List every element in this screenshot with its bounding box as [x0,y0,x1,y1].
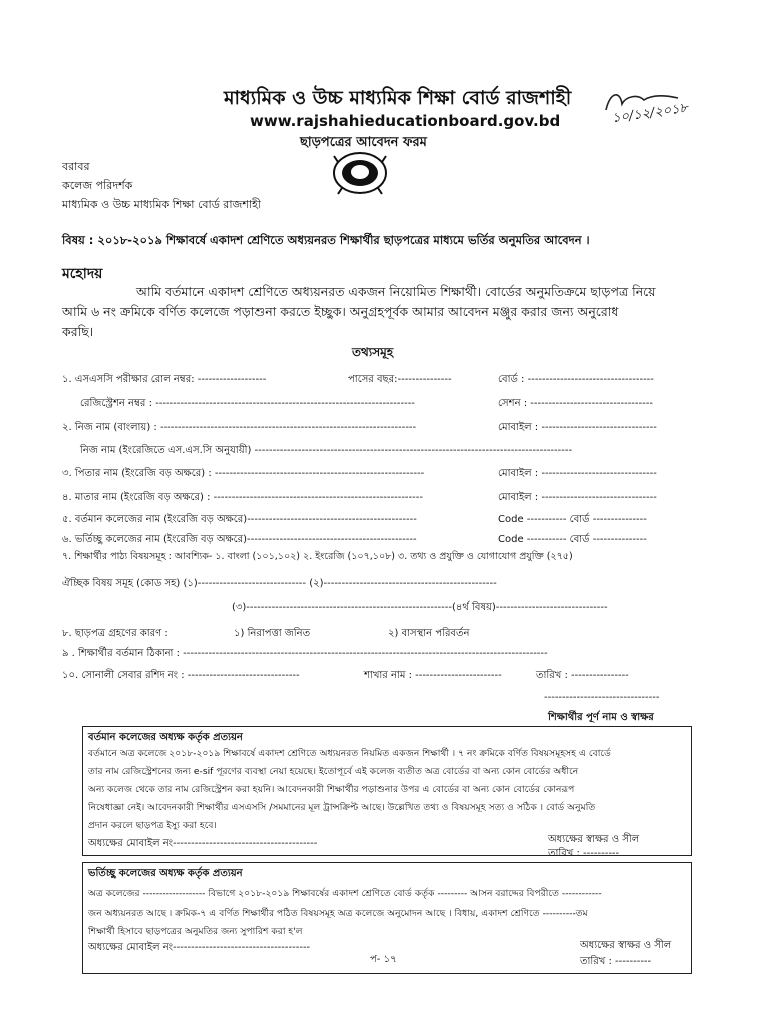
page-number: প- ১৭ [370,954,397,965]
body-line-1: আমি বর্তমানে একাদশ শ্রেণিতে অধ্যয়নরত একজন নিয়োমিত শিক্ষার্থী। বোর্ডের অনুমতিক্রমে ছাড়পত্র নিয়ে [136,284,656,299]
form-name: ছাড়পত্রের আবেদন ফরম [300,135,427,150]
field-mobile-father: মোবাইল : -------------------------------- [498,468,657,479]
field-fourth-subject: (৩)---------------------------------------------------------(৪র্থ বিষয়)------------------------------- [232,602,608,613]
body-line-2: আমি ৬ নং ক্রমিকে বর্ণিত কলেজে পড়াশুনা করতে ইচ্ছুক। অনুগ্রহপূর্বক আমার আবেদন মঞ্জুর করার জন্য অনুরোধ [62,304,619,319]
box2-line-1: অত্র কলেজের ------------------- বিভাগে ২০১৮-২০১৯ শিক্ষাবর্ষের একাদশ শ্রেণিতে বোর্ড কর্তৃক --------- আসন বরাদ্দের বিপরীতে ------------ [88,888,602,899]
field-date: তারিখ : ---------------- [536,670,629,681]
box1-line-5: প্রদান করলে ছাড়পত্র ইস্যু করা হবে। [88,820,217,831]
field-optional-subjects: ঐচ্ছিক বিষয় সমূহ (কোড সহ) (১)------------------------------ (২)------------------------------------------------ [62,578,497,589]
box1-line-4: নিষেধাজ্ঞা নেই। আবেদনকারী শিক্ষার্থীর এসএসসি /সমমানের মূল ট্রান্সক্রিপ্ট আছে। উল্লেখিত তথ্য ও বিষয়সমূহ সত্য ও সঠিক । বোর্ড অনুমতি [88,802,596,813]
box1-sign: অধ্যক্ষের স্বাক্ষর ও সীল [548,834,640,845]
signature-scribble [598,86,688,118]
field-board: বোর্ড : ----------------------------------- [498,374,654,385]
info-heading: তথ্যসমূহ [352,345,394,359]
box2-heading: ভর্তিচ্ছু কলেজের অধ্যক্ষ কর্তৃক প্রত্যয়ন [88,868,243,879]
field-name-bn: ২. নিজ নাম (বাংলায়) : ----------------------------------------------------------------------- [62,422,417,433]
field-father-name: ৩. পিতার নাম (ইংরেজি বড় অক্ষরে) : ---------------------------------------------------------- [62,468,425,479]
field-address: ৯ . শিক্ষার্থীর বর্তমান ঠিকানা : ----------------------------------------------------------------------------------------------------- [62,648,548,659]
box1-line-1: বর্তমানে অত্র কলেজে ২০১৮-২০১৯ শিক্ষাবর্ষে একাদশ শ্রেণিতে অধ্যয়নরত নিয়মিত একজন শিক্ষার্থী । ৭ নং ক্রমিকে বর্ণিত বিষয়সমূহসহ এ বোর্ডে [88,748,611,759]
field-mobile-mother: মোবাইল : -------------------------------- [498,492,657,503]
box1-mobile: অধ্যক্ষের মোবাইল নং---------------------------------------- [88,838,318,849]
reason-security: ১) নিরাপত্তা জনিত [234,628,311,639]
box2-line-2: জন অধ্যয়নরত আছে । ক্রমিক-৭ এ বর্ণিত শিক্ষার্থীর পঠিত বিষয়সমূহ অত্র কলেজে অনুমোদন আছে । বিধায়, একাদশ শ্রেণিতে ----------তম [88,908,588,919]
field-session: সেশন : ---------------------------------- [498,398,653,409]
board-title: মাধ্যমিক ও উচ্চ মাধ্যমিক শিক্ষা বোর্ড রাজশাহী [224,87,572,109]
field-registration: রেজিস্ট্রেশন নম্বর : ------------------------------------------------------------------------ [80,398,415,409]
signature-date: ১০/১২/২০১৮ [611,100,689,127]
field-mobile-self: মোবাইল : -------------------------------- [498,422,657,433]
field-pass-year: পাসের বছর:--------------- [348,374,452,385]
box2-sign: অধ্যক্ষের স্বাক্ষর ও সীল [580,940,672,951]
address-recipient: কলেজ পরিদর্শক [62,179,133,192]
board-logo-icon [332,150,388,196]
field-mother-name: ৪. মাতার নাম (ইংরেজি বড় অক্ষরে) : ---------------------------------------------------------- [62,492,423,503]
box1-heading: বর্তমান কলেজের অধ্যক্ষ কর্তৃক প্রত্যয়ন [88,732,243,743]
subject-line: বিষয় : ২০১৮-২০১৯ শিক্ষাবর্ষে একাদশ শ্রেণিতে অধ্যয়নরত শিক্ষার্থীর ছাড়পত্রের মাধ্যমে ভর্তির অনুমতির আবেদন । [62,233,590,247]
field-receipt: ১০. সোনালী সেবার রশিদ নং : ------------------------------- [62,670,300,681]
box2-date: তারিখ : ---------- [580,956,652,967]
field-current-college: ৫. বর্তমান কলেজের নাম (ইংরেজি বড় অক্ষরে)----------------------------------------------- [62,514,417,525]
field-branch: শাখার নাম : ------------------------ [364,670,502,681]
field-roll: ১. এসএসসি পরীক্ষার রোল নম্বর: ------------------- [62,374,267,385]
student-sign-label: শিক্ষার্থীর পূর্ণ নাম ও স্বাক্ষর [548,712,654,723]
field-target-college: ৬. ভর্তিচ্ছু কলেজের নাম (ইংরেজি বড় অক্ষরে)----------------------------------------------- [62,534,417,545]
salutation: মহোদয় [62,266,103,282]
box1-date: তারিখ : ---------- [548,848,620,859]
box2-mobile: অধ্যক্ষের মোবাইল নং-------------------------------------- [88,942,311,953]
reason-residence: ২) বাসস্থান পরিবর্তন [388,628,470,639]
address-board: মাধ্যমিক ও উচ্চ মাধ্যমিক শিক্ষা বোর্ড রাজশাহী [62,198,262,211]
field-name-en: নিজ নাম (ইংরেজিতে এস.এস.সি অনুযায়ী) ---------------------------------------------------------------------------------------- [80,445,573,456]
box1-line-3: অন্য কলেজ থেকে তার নাম রেজিস্ট্রেশন করা হয়নি। আবেদনকারী শিক্ষার্থীর পড়াশুনার উপর এ বোর্ডের বা অন্য কোন বোর্ডের কোনরূপ [88,784,575,795]
body-line-3: করছি। [62,324,94,339]
address-to: বরাবর [62,160,90,173]
field-current-code: Code ----------- বোর্ড --------------- [498,514,647,525]
field-subjects: ৭. শিক্ষার্থীর পাঠ্য বিষয়সমূহ : আবশ্যিক- ১. বাংলা (১০১,১০২) ২. ইংরেজি (১০৭,১০৮) ৩. তথ্য ও প্রযুক্তি ও যোগাযোগ প্রযুক্তি (২৭৫) [62,551,573,562]
box2-line-3: শিক্ষার্থী হিসাবে ছাড়পত্রের অনুমতির জন্য সুপারিশ করা হ'ল [88,926,303,937]
box1-line-2: তার নাম রেজিস্ট্রেশনের জন্য e-sif পূরণের ব্যবস্থা নেয়া হয়েছে। ইতোপূর্বে এই কলেজ ব্যতীত অত্র বোর্ডের বা অন্য কোন বোর্ডের অধীনে [88,766,579,777]
student-sign-line: -------------------------------- [544,692,660,703]
field-target-code: Code ----------- বোর্ড --------------- [498,534,647,545]
board-website: www.rajshahieducationboard.gov.bd [250,112,561,130]
field-reason: ৮. ছাড়পত্র গ্রহণের কারণ : [62,628,168,639]
